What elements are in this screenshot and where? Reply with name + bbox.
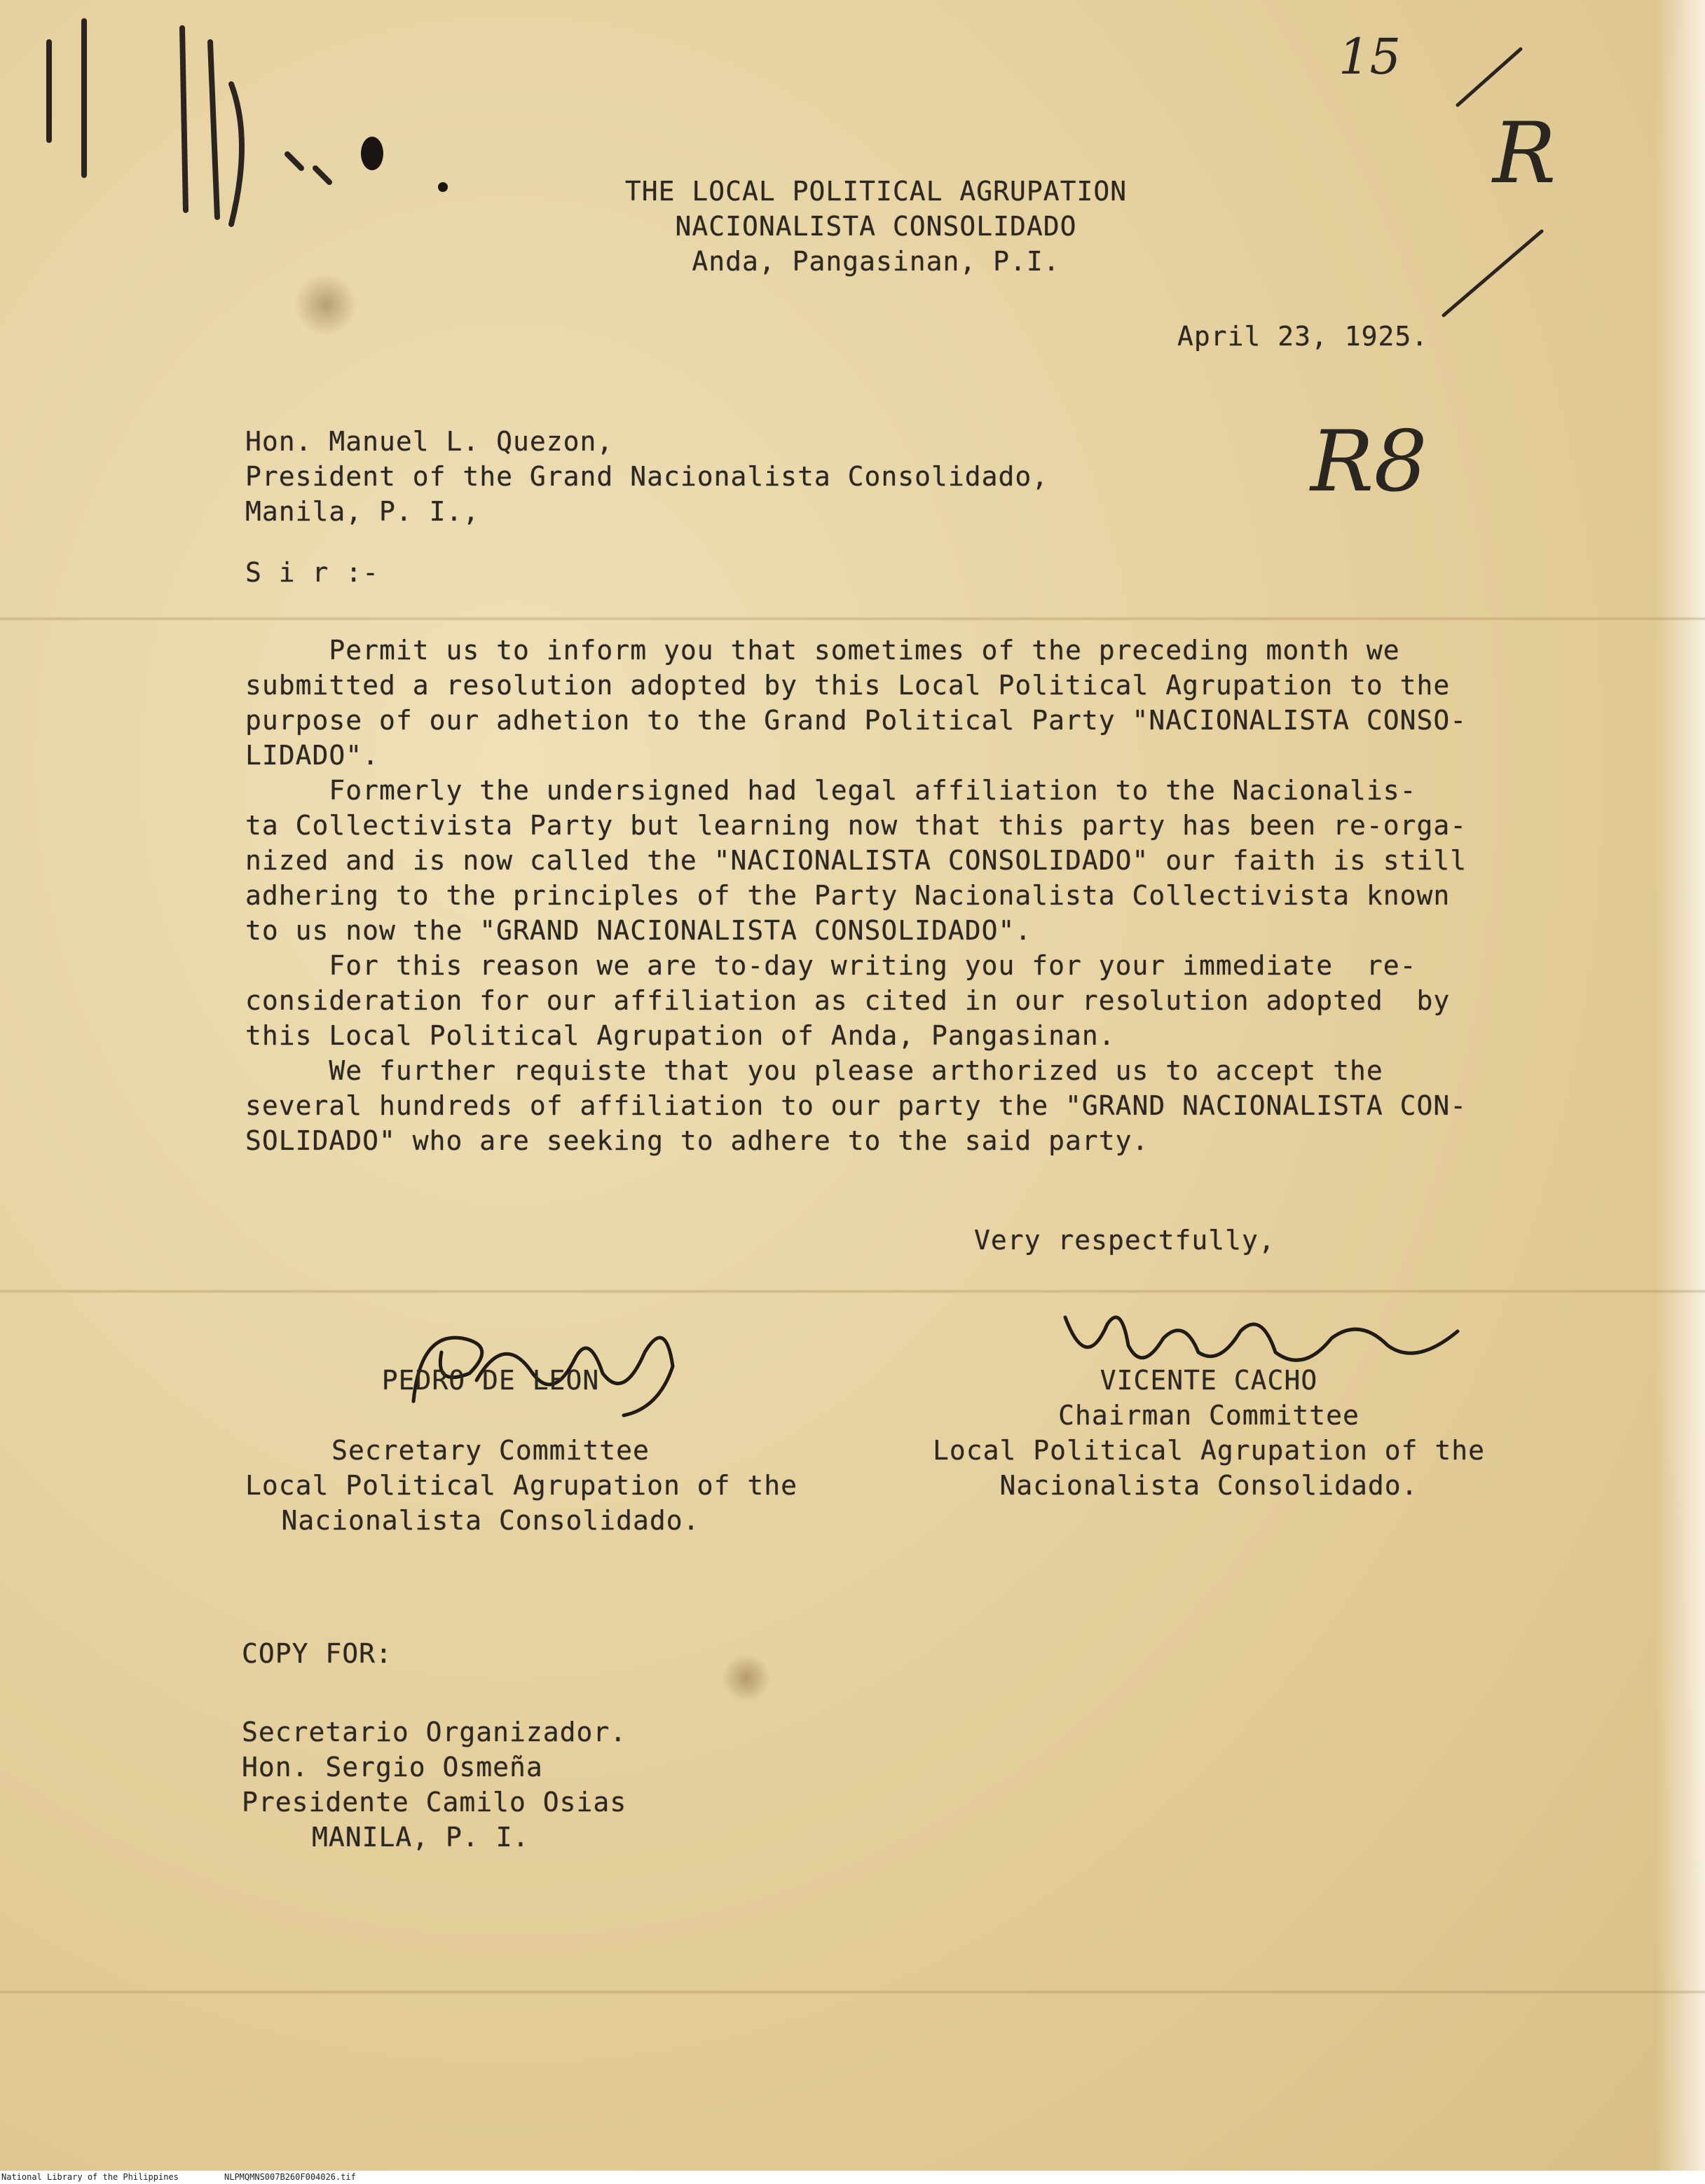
copy-for-line-1: Secretario Organizador. — [242, 1717, 627, 1747]
margin-scribble — [7, 0, 399, 266]
letterhead-line-2: NACIONALISTA CONSOLIDADO — [675, 211, 1077, 242]
body-paragraph-2-line-4: adhering to the principles of the Party Nacionalista Collectivista known — [245, 880, 1451, 911]
body-paragraph-3-line-2: consideration for our affiliation as cited in our resolution adopted by — [245, 985, 1451, 1016]
signatory-left-org-1: Local Political Agrupation of the — [245, 1470, 797, 1501]
copy-for-line-3: Presidente Camilo Osias — [242, 1787, 627, 1818]
ink-blot — [438, 182, 448, 192]
body-paragraph-3-line-1: For this reason we are to-day writing you for your immediate re- — [245, 950, 1417, 981]
paper-edge — [1656, 0, 1705, 2184]
body-paragraph-1-line-2: submitted a resolution adopted by this Local Political Agrupation to the — [245, 670, 1451, 701]
body-paragraph-4-line-3: SOLIDADO" who are seeking to adhere to the said party. — [245, 1125, 1149, 1156]
body-paragraph-1-line-4: LIDADO". — [245, 740, 380, 771]
fold-line — [0, 1289, 1705, 1293]
addressee-line-2: President of the Grand Nacionalista Consolidado, — [245, 461, 1049, 492]
copy-for-line-4: MANILA, P. I. — [312, 1822, 530, 1853]
signatory-right-title: Chairman Committee — [1058, 1400, 1360, 1431]
body-paragraph-4-line-2: several hundreds of affiliation to our party the "GRAND NACIONALISTA CON- — [245, 1090, 1467, 1121]
fold-line — [0, 617, 1705, 621]
body-paragraph-1-line-1: Permit us to inform you that sometimes of the preceding month we — [245, 635, 1400, 666]
signatory-left-name: PEDRO DE LEON — [381, 1365, 600, 1396]
copy-for-heading: COPY FOR: — [242, 1638, 392, 1669]
letter-date: April 23, 1925. — [1177, 321, 1429, 352]
annotation-margin-note: R8 — [1310, 413, 1427, 511]
signatory-right-org-2: Nacionalista Consolidado. — [999, 1470, 1418, 1501]
body-paragraph-2-line-1: Formerly the undersigned had legal affiliation to the Nacionalis- — [245, 775, 1417, 806]
addressee-line-3: Manila, P. I., — [245, 496, 480, 527]
salutation: S i r :- — [245, 557, 380, 588]
signatory-left-org-2: Nacionalista Consolidado. — [281, 1505, 700, 1536]
letterhead-line-3: Anda, Pangasinan, P.I. — [692, 246, 1060, 277]
body-paragraph-3-line-3: this Local Political Agrupation of Anda, Pangasinan. — [245, 1020, 1116, 1051]
addressee-line-1: Hon. Manuel L. Quezon, — [245, 426, 614, 457]
stain — [722, 1654, 771, 1703]
body-paragraph-2-line-3: nized and is now called the "NACIONALISTA CONSOLIDADO" our faith is still — [245, 845, 1467, 876]
signatory-left-title: Secretary Committee — [331, 1435, 650, 1466]
closing: Very respectfully, — [974, 1225, 1275, 1256]
fold-line — [0, 1990, 1705, 1994]
copy-for-line-2: Hon. Sergio Osmeña — [242, 1752, 543, 1783]
body-paragraph-4-line-1: We further requiste that you please arthorized us to accept the — [245, 1055, 1383, 1086]
annotation-strokes — [1430, 21, 1598, 343]
body-paragraph-2-line-5: to us now the "GRAND NACIONALISTA CONSOLIDADO". — [245, 915, 1032, 946]
signatory-right-name: VICENTE CACHO — [1100, 1365, 1318, 1396]
annotation-number: 15 — [1338, 28, 1402, 85]
signatory-right-org-1: Local Political Agrupation of the — [933, 1435, 1485, 1466]
footer-source: National Library of the Philippines — [1, 2172, 179, 2182]
annotation-letter: R — [1493, 105, 1556, 202]
footer-filename: NLPMQMNS007B260F004026.tif — [224, 2172, 356, 2182]
body-paragraph-1-line-3: purpose of our adhetion to the Grand Political Party "NACIONALISTA CONSO- — [245, 705, 1467, 736]
stain — [294, 273, 357, 336]
body-paragraph-2-line-2: ta Collectivista Party but learning now that this party has been re-orga- — [245, 810, 1467, 841]
letterhead-line-1: THE LOCAL POLITICAL AGRUPATION — [624, 176, 1128, 207]
